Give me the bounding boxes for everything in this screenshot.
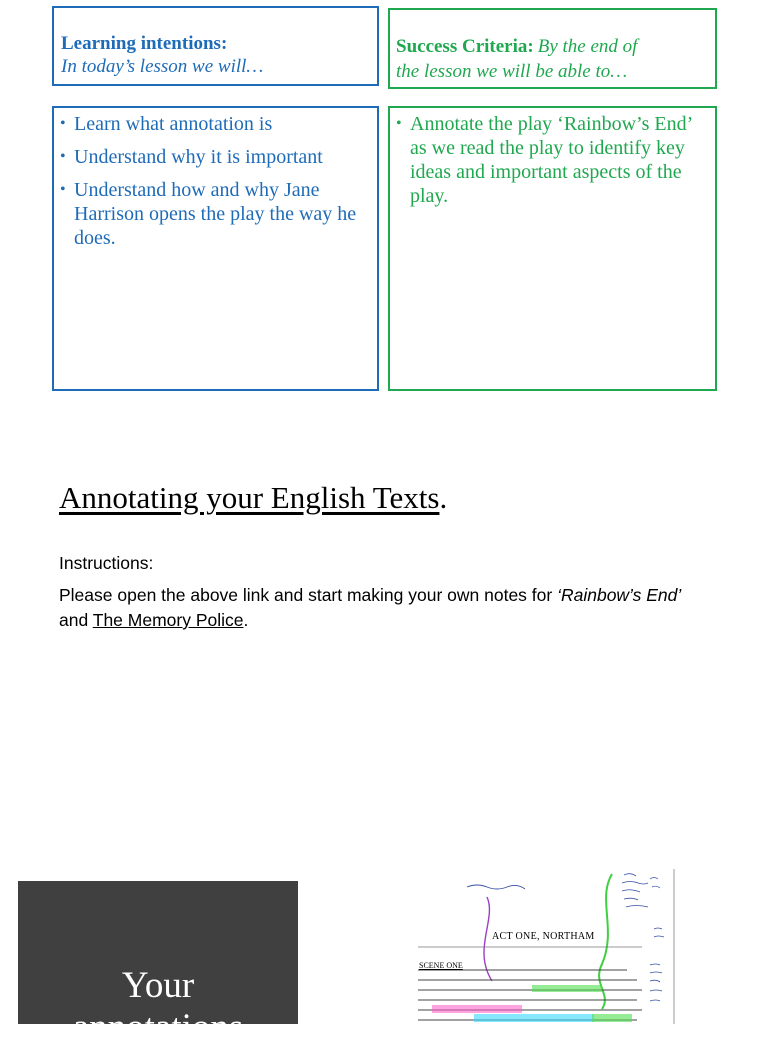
list-item: • Annotate the play ‘Rainbow’s End’ as we read the play to identify key ideas and important aspects of the play. xyxy=(396,112,705,208)
success-criteria-title: Success Criteria: xyxy=(396,36,534,57)
list-item: • Understand why it is important xyxy=(60,145,367,169)
learning-intentions-subtitle: In today’s lesson we will… xyxy=(61,56,264,77)
learning-intentions-list xyxy=(52,106,379,391)
page-title-period: . xyxy=(439,480,448,515)
success-criteria-subtitle-1: By the end of xyxy=(537,36,638,57)
list-item: • Understand how and why Jane Harrison opens the play the way he does. xyxy=(60,178,367,250)
success-criteria-header xyxy=(388,8,717,89)
act-heading: ACT ONE, NORTHAM xyxy=(492,931,595,942)
tile-line-2: annotations xyxy=(72,1007,244,1048)
scene-heading: SCENE ONE xyxy=(419,961,463,970)
instructions-and: and xyxy=(59,610,93,630)
success-criteria-list xyxy=(388,106,717,391)
page-title-text: Annotating your English Texts xyxy=(59,480,440,515)
your-annotations-tile[interactable] xyxy=(18,881,298,1048)
list-item: • Learn what annotation is xyxy=(60,112,367,136)
learning-intentions-header xyxy=(52,6,379,86)
instructions-label: Instructions: xyxy=(59,553,154,573)
learning-intentions-title: Learning intentions: xyxy=(61,33,228,54)
play-title: ‘Rainbow’s End’ xyxy=(557,585,682,605)
novel-title-link[interactable]: The Memory Police xyxy=(92,610,244,630)
annotated-page-image xyxy=(412,869,676,1024)
instructions-text xyxy=(59,583,699,633)
annotation-sketch xyxy=(412,869,676,1024)
tile-line-1: Your xyxy=(121,965,195,1006)
page-title xyxy=(59,478,447,518)
instructions-text-start: Please open the above link and start making your own notes for xyxy=(59,585,558,605)
instructions-end: . xyxy=(243,610,249,630)
success-criteria-subtitle-2: the lesson we will be able to… xyxy=(396,61,628,82)
